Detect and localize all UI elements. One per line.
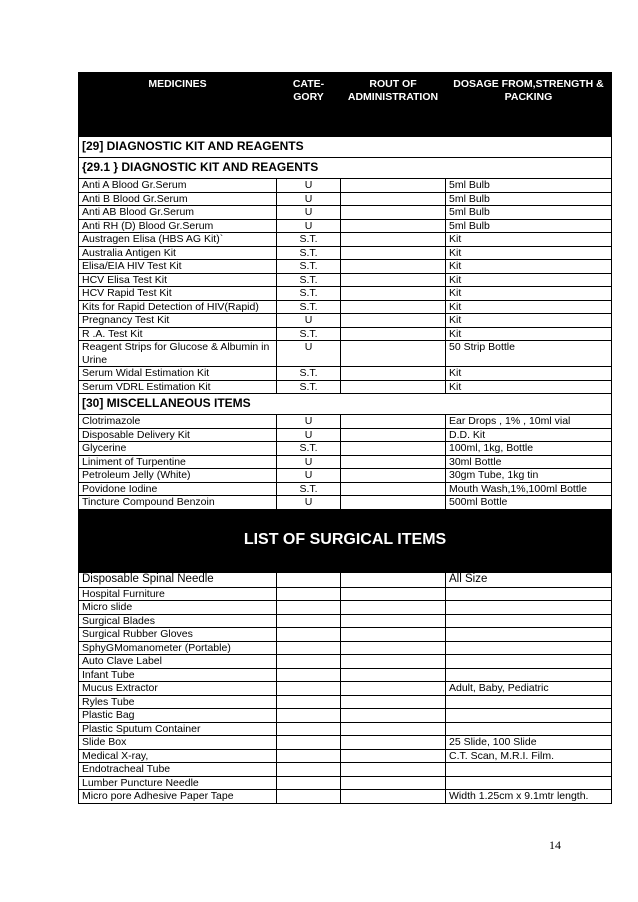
diagnostic-item-name: HCV Rapid Test Kit [79, 287, 277, 301]
surgical-item-name: Plastic Bag [79, 709, 277, 723]
misc-item-route [341, 469, 446, 483]
table-row [79, 763, 612, 777]
diagnostic-item-name: Anti A Blood Gr.Serum [79, 179, 277, 193]
surgical-item-name: Slide Box [79, 736, 277, 750]
diagnostic-item-dosage: Kit [446, 300, 612, 314]
table-row [79, 749, 612, 763]
diagnostic-item-name: Anti AB Blood Gr.Serum [79, 206, 277, 220]
surgical-item-category [277, 749, 341, 763]
diagnostic-item-dosage: Kit [446, 314, 612, 328]
surgical-item-route [341, 695, 446, 709]
table-row [79, 601, 612, 615]
surgical-item-category [277, 572, 341, 587]
surgical-item-category [277, 641, 341, 655]
surgical-item-route [341, 655, 446, 669]
surgical-item-name: Infant Tube [79, 668, 277, 682]
diagnostic-item-category: S.T. [277, 233, 341, 247]
surgical-item-route [341, 709, 446, 723]
misc-item-category: S.T. [277, 442, 341, 456]
diagnostic-item-name: Elisa/EIA HIV Test Kit [79, 260, 277, 274]
surgical-item-name: Ryles Tube [79, 695, 277, 709]
table-row [79, 628, 612, 642]
table-row [79, 380, 612, 394]
diagnostic-item-name: Reagent Strips for Glucose & Albumin in Urine [79, 341, 277, 367]
section-29-1-row [79, 158, 612, 179]
diagnostic-item-route [341, 179, 446, 193]
misc-item-name: Disposable Delivery Kit [79, 428, 277, 442]
medicine-table [78, 72, 612, 804]
diagnostic-item-route [341, 327, 446, 341]
table-row [79, 655, 612, 669]
surgical-item-category [277, 790, 341, 804]
surgical-item-route [341, 614, 446, 628]
diagnostic-item-name: Anti B Blood Gr.Serum [79, 192, 277, 206]
diagnostic-item-category: S.T. [277, 367, 341, 381]
surgical-item-route [341, 736, 446, 750]
table-row [79, 415, 612, 429]
table-row [79, 206, 612, 220]
header-route: ROUT OF ADMINISTRATION [341, 73, 446, 137]
diagnostic-item-dosage: Kit [446, 380, 612, 394]
misc-item-dosage: 100ml, 1kg, Bottle [446, 442, 612, 456]
diagnostic-item-category: S.T. [277, 287, 341, 301]
table-row [79, 469, 612, 483]
surgical-item-category [277, 682, 341, 696]
table-row [79, 300, 612, 314]
misc-item-route [341, 415, 446, 429]
diagnostic-item-route [341, 246, 446, 260]
diagnostic-item-route [341, 287, 446, 301]
header-medicines: MEDICINES [79, 73, 277, 137]
surgical-item-name: Surgical Blades [79, 614, 277, 628]
misc-item-category: U [277, 428, 341, 442]
diagnostic-item-route [341, 341, 446, 367]
surgical-item-dosage [446, 628, 612, 642]
diagnostic-item-route [341, 233, 446, 247]
surgical-item-name: Micro slide [79, 601, 277, 615]
misc-item-dosage: D.D. Kit [446, 428, 612, 442]
diagnostic-item-category: U [277, 219, 341, 233]
table-row [79, 327, 612, 341]
diagnostic-item-dosage: 5ml Bulb [446, 179, 612, 193]
surgical-item-category [277, 722, 341, 736]
misc-item-route [341, 455, 446, 469]
surgical-item-route [341, 682, 446, 696]
diagnostic-item-route [341, 206, 446, 220]
misc-item-dosage: Ear Drops , 1% , 10ml vial [446, 415, 612, 429]
misc-item-name: Clotrimazole [79, 415, 277, 429]
surgical-item-dosage [446, 655, 612, 669]
diagnostic-item-category: S.T. [277, 273, 341, 287]
surgical-item-dosage [446, 776, 612, 790]
surgical-item-category [277, 763, 341, 777]
surgical-item-dosage [446, 641, 612, 655]
surgical-item-category [277, 628, 341, 642]
misc-item-dosage: 30ml Bottle [446, 455, 612, 469]
surgical-item-dosage: All Size [446, 572, 612, 587]
surgical-item-name: Medical X-ray, [79, 749, 277, 763]
misc-item-category: U [277, 455, 341, 469]
page-number: 14 [549, 838, 561, 852]
misc-item-name: Povidone Iodine [79, 482, 277, 496]
surgical-item-name: Micro pore Adhesive Paper Tape [79, 790, 277, 804]
surgical-item-name: Lumber Puncture Needle [79, 776, 277, 790]
section-30-row [79, 394, 612, 415]
misc-item-category: U [277, 496, 341, 510]
table-row [79, 233, 612, 247]
diagnostic-item-category: S.T. [277, 327, 341, 341]
table-header [79, 73, 612, 137]
diagnostic-item-category: U [277, 341, 341, 367]
misc-item-route [341, 496, 446, 510]
surgical-item-dosage [446, 614, 612, 628]
surgical-item-name: Plastic Sputum Container [79, 722, 277, 736]
diagnostic-item-route [341, 219, 446, 233]
surgical-item-route [341, 763, 446, 777]
diagnostic-item-dosage: 5ml Bulb [446, 206, 612, 220]
surgical-item-dosage: Width 1.25cm x 9.1mtr length. [446, 790, 612, 804]
diagnostic-item-name: Anti RH (D) Blood Gr.Serum [79, 219, 277, 233]
diagnostic-item-route [341, 260, 446, 274]
surgical-item-route [341, 601, 446, 615]
diagnostic-item-dosage: 50 Strip Bottle [446, 341, 612, 367]
surgical-item-route [341, 572, 446, 587]
diagnostic-item-name: R .A. Test Kit [79, 327, 277, 341]
misc-item-dosage: 500ml Bottle [446, 496, 612, 510]
surgical-item-name: Endotracheal Tube [79, 763, 277, 777]
diagnostic-item-dosage: 5ml Bulb [446, 219, 612, 233]
diagnostic-item-dosage: 5ml Bulb [446, 192, 612, 206]
surgical-item-name: Disposable Spinal Needle [79, 572, 277, 587]
table-row [79, 695, 612, 709]
diagnostic-item-dosage: Kit [446, 260, 612, 274]
surgical-item-category [277, 736, 341, 750]
table-row [79, 722, 612, 736]
surgical-item-route [341, 749, 446, 763]
surgical-item-category [277, 601, 341, 615]
table-row [79, 682, 612, 696]
surgical-item-route [341, 587, 446, 601]
surgical-item-route [341, 628, 446, 642]
surgical-item-route [341, 668, 446, 682]
diagnostic-item-dosage: Kit [446, 233, 612, 247]
misc-item-dosage: Mouth Wash,1%,100ml Bottle [446, 482, 612, 496]
diagnostic-item-category: S.T. [277, 246, 341, 260]
table-row [79, 367, 612, 381]
surgical-item-category [277, 695, 341, 709]
diagnostic-item-name: Serum Widal Estimation Kit [79, 367, 277, 381]
table-row [79, 482, 612, 496]
diagnostic-item-route [341, 300, 446, 314]
misc-item-route [341, 442, 446, 456]
misc-item-dosage: 30gm Tube, 1kg tin [446, 469, 612, 483]
misc-item-name: Glycerine [79, 442, 277, 456]
diagnostic-item-category: S.T. [277, 260, 341, 274]
section-29-row [79, 137, 612, 158]
surgical-item-category [277, 587, 341, 601]
misc-item-name: Petroleum Jelly (White) [79, 469, 277, 483]
surgical-item-category [277, 614, 341, 628]
surgical-item-route [341, 722, 446, 736]
surgical-item-route [341, 790, 446, 804]
diagnostic-item-name: Serum VDRL Estimation Kit [79, 380, 277, 394]
header-dosage: DOSAGE FROM,STRENGTH & PACKING [446, 73, 612, 137]
surgical-item-dosage: Adult, Baby, Pediatric [446, 682, 612, 696]
section-30-heading: [30] MISCELLANEOUS ITEMS [79, 394, 612, 415]
surgical-item-category [277, 668, 341, 682]
diagnostic-item-route [341, 380, 446, 394]
misc-item-name: Liniment of Turpentine [79, 455, 277, 469]
diagnostic-item-name: HCV Elisa Test Kit [79, 273, 277, 287]
diagnostic-item-category: U [277, 192, 341, 206]
table-row [79, 179, 612, 193]
diagnostic-item-route [341, 314, 446, 328]
surgical-item-route [341, 641, 446, 655]
diagnostic-item-name: Pregnancy Test Kit [79, 314, 277, 328]
diagnostic-item-dosage: Kit [446, 287, 612, 301]
section-29-1-heading: {29.1 } DIAGNOSTIC KIT AND REAGENTS [79, 158, 612, 179]
surgical-item-category [277, 655, 341, 669]
diagnostic-item-route [341, 367, 446, 381]
surgical-item-dosage [446, 601, 612, 615]
misc-item-category: S.T. [277, 482, 341, 496]
table-row [79, 776, 612, 790]
surgical-item-name: SphyGMomanometer (Portable) [79, 641, 277, 655]
surgical-item-name: Mucus Extractor [79, 682, 277, 696]
surgical-banner-row [79, 509, 612, 572]
misc-item-category: U [277, 415, 341, 429]
table-row [79, 709, 612, 723]
table-row [79, 668, 612, 682]
table-row [79, 314, 612, 328]
section-29-heading: [29] DIAGNOSTIC KIT AND REAGENTS [79, 137, 612, 158]
diagnostic-item-route [341, 273, 446, 287]
diagnostic-item-dosage: Kit [446, 367, 612, 381]
table-row [79, 587, 612, 601]
table-row [79, 341, 612, 367]
surgical-items-title: LIST OF SURGICAL ITEMS [79, 509, 612, 572]
surgical-item-dosage: C.T. Scan, M.R.I. Film. [446, 749, 612, 763]
surgical-item-name: Auto Clave Label [79, 655, 277, 669]
surgical-item-name: Surgical Rubber Gloves [79, 628, 277, 642]
surgical-item-name: Hospital Furniture [79, 587, 277, 601]
diagnostic-item-name: Australia Antigen Kit [79, 246, 277, 260]
diagnostic-item-category: U [277, 179, 341, 193]
misc-item-category: U [277, 469, 341, 483]
diagnostic-item-route [341, 192, 446, 206]
surgical-item-dosage [446, 722, 612, 736]
table-row [79, 572, 612, 587]
table-row [79, 455, 612, 469]
surgical-item-route [341, 776, 446, 790]
surgical-item-dosage [446, 695, 612, 709]
surgical-item-dosage [446, 763, 612, 777]
table-row [79, 260, 612, 274]
diagnostic-item-category: U [277, 206, 341, 220]
table-row [79, 790, 612, 804]
surgical-item-category [277, 776, 341, 790]
misc-item-route [341, 482, 446, 496]
header-category: CATE-GORY [277, 73, 341, 137]
surgical-item-dosage [446, 668, 612, 682]
surgical-item-dosage [446, 709, 612, 723]
diagnostic-item-dosage: Kit [446, 273, 612, 287]
diagnostic-item-category: S.T. [277, 380, 341, 394]
diagnostic-item-name: Kits for Rapid Detection of HIV(Rapid) [79, 300, 277, 314]
table-row [79, 496, 612, 510]
diagnostic-item-category: S.T. [277, 300, 341, 314]
surgical-item-category [277, 709, 341, 723]
table-row [79, 442, 612, 456]
table-row [79, 641, 612, 655]
table-row [79, 736, 612, 750]
misc-item-name: Tincture Compound Benzoin [79, 496, 277, 510]
surgical-item-dosage: 25 Slide, 100 Slide [446, 736, 612, 750]
table-row [79, 273, 612, 287]
diagnostic-item-dosage: Kit [446, 246, 612, 260]
table-row [79, 287, 612, 301]
document [78, 72, 611, 804]
table-row [79, 246, 612, 260]
diagnostic-item-category: U [277, 314, 341, 328]
table-row [79, 428, 612, 442]
surgical-item-dosage [446, 587, 612, 601]
diagnostic-item-name: Austragen Elisa (HBS AG Kit)` [79, 233, 277, 247]
misc-item-route [341, 428, 446, 442]
diagnostic-item-dosage: Kit [446, 327, 612, 341]
table-row [79, 219, 612, 233]
table-row [79, 614, 612, 628]
table-row [79, 192, 612, 206]
